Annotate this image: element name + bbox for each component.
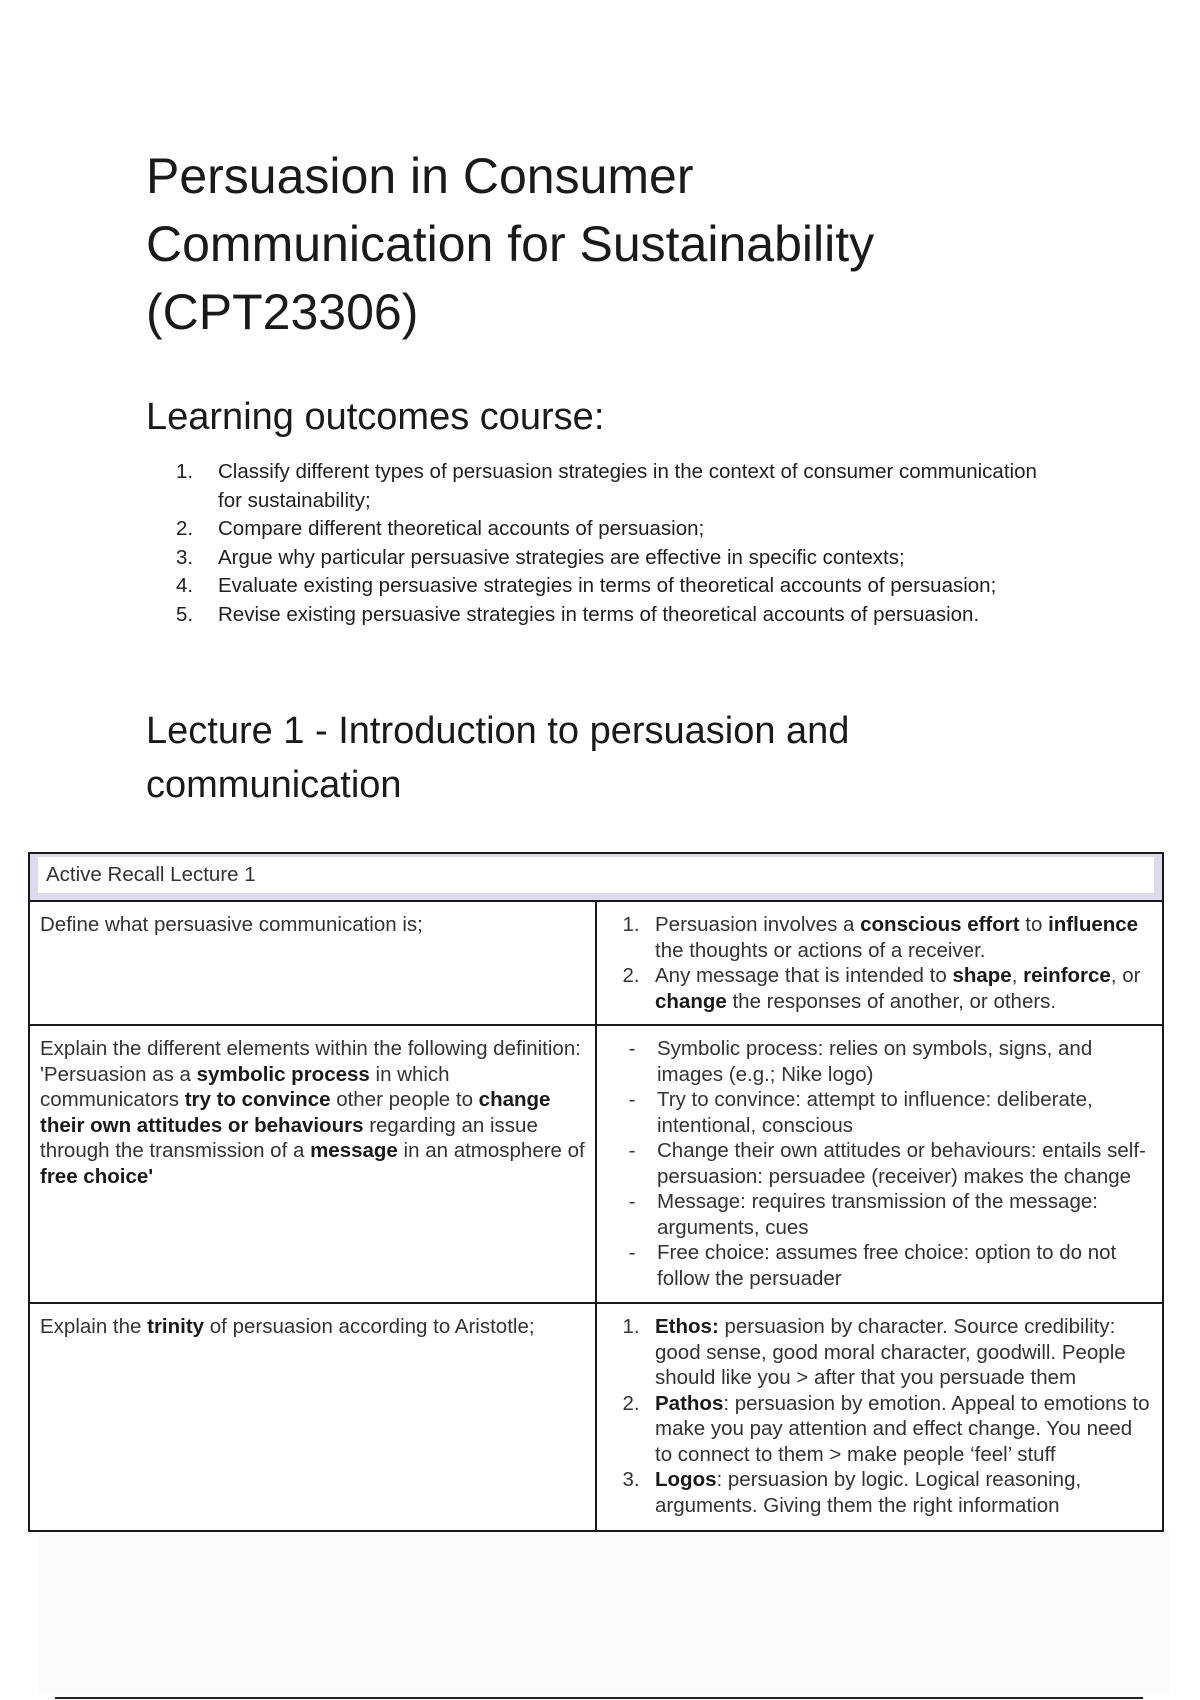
answer-marker: - [628,1088,636,1111]
list-item-text: Argue why particular persuasive strategies are effective in specific contexts; [218,545,905,569]
bold-text: free choice' [40,1164,154,1188]
answer-text [657,1138,1152,1189]
answer-marker: 1. [622,1315,640,1338]
answer-item [607,963,1152,1014]
answer-marker: - [628,1139,636,1162]
text-run: : persuasion by logic. Logical reasoning, arguments. Giving them the right information [655,1468,1082,1517]
bold-text: change [655,989,727,1013]
answer-text [657,1189,1152,1240]
text-run: regarding an issue through the transmission of a [40,1113,538,1162]
bold-text: Pathos [655,1391,724,1415]
answer-item [607,1036,1152,1087]
list-item [176,572,1056,601]
text-run: Persuasion involves a [655,913,861,936]
table-header-row [29,853,1163,901]
text-run: in an atmosphere of [397,1139,585,1162]
lecture-heading: Lecture 1 - Introduction to persuasion and communication [146,710,850,806]
answer-item [607,1087,1152,1138]
answer-item [607,1240,1152,1291]
text-run: Message: requires transmission of the message: arguments, cues [657,1190,1098,1239]
text-run: Any message that is intended to [655,964,953,987]
text-run: Define what persuasive communication is; [40,913,423,936]
list-number: 2. [176,517,194,540]
answer-item [607,912,1152,963]
table-row [29,1025,1163,1303]
bold-text: conscious effort [860,913,1020,936]
answer-item [607,1314,1152,1391]
answer-marker: 3. [622,1468,640,1491]
text-run: in which communicators [40,1062,450,1111]
list-number: 5. [176,602,194,626]
table-header-cell [29,853,1163,901]
bold-text: change their own attitudes or behaviours [40,1088,551,1137]
table-row [29,1303,1163,1531]
blank-page-area [38,1534,1170,1694]
bold-text: message [310,1139,398,1162]
text-run: Change their own attitudes or behaviours: entails self-persuasion: persuadee (receiver) makes the change [657,1139,1146,1188]
list-item [176,544,1056,573]
answer-list [607,1036,1152,1291]
bold-text: symbolic process [196,1062,370,1086]
active-recall-table [28,852,1164,1532]
bold-text: trinity [147,1315,205,1338]
bold-text: try to convince [184,1088,331,1111]
learning-outcomes-heading: Learning outcomes course: [146,396,605,438]
list-number: 1. [176,460,194,483]
question-cell [29,901,596,1025]
text-run: the thoughts or actions of a receiver. [655,938,986,962]
table-header-title: Active Recall Lecture 1 [38,857,1154,893]
list-item [176,601,1056,630]
text-run: other people to [330,1088,479,1111]
bold-text: shape [952,964,1012,987]
answer-item [607,1189,1152,1240]
answer-cell [596,1303,1163,1531]
text-run: Symbolic process: relies on symbols, signs, and images (e.g.; Nike logo) [657,1037,1093,1086]
answer-list [607,912,1152,1014]
bold-text: influence [1048,913,1139,936]
document-title: Persuasion in Consumer Communication for Sustainability (CPT23306) [146,148,875,340]
answer-marker: - [628,1190,636,1213]
answer-cell [596,1025,1163,1303]
list-number: 4. [176,574,194,597]
answer-item [607,1467,1152,1518]
answer-cell [596,901,1163,1025]
page-divider [55,1697,1143,1699]
text-run: , [1011,964,1024,987]
bold-text: Ethos: [655,1315,719,1338]
list-number: 3. [176,545,194,569]
table-row [29,901,1163,1025]
answer-list [607,1314,1152,1518]
text-run: Try to convince: attempt to influence: deliberate, intentional, conscious [657,1088,1093,1137]
answer-text [655,1467,1152,1518]
text-run: Explain the different elements within the following definition: 'Persuasion as a [40,1037,581,1086]
answer-marker: 1. [622,913,640,936]
answer-marker: - [628,1037,636,1060]
answer-item [607,1138,1152,1189]
learning-outcomes-list [176,458,1056,629]
text-run: the responses of another, or others. [726,989,1057,1013]
text-run: to [1019,913,1049,936]
text-run: Free choice: assumes free choice: option to do not follow the persuader [657,1241,1117,1290]
answer-marker: 2. [622,1391,640,1415]
answer-marker: - [628,1241,636,1264]
list-item-text: Revise existing persuasive strategies in terms of theoretical accounts of persuasion. [218,602,980,626]
text-run: persuasion by character. Source credibility: good sense, good moral character, goodwill. People should like you > after that you persuade them [655,1315,1126,1389]
list-item-text: Evaluate existing persuasive strategies in terms of theoretical accounts of persuasion; [218,574,997,597]
answer-text [655,1314,1152,1391]
answer-text [657,1087,1152,1138]
text-run: , or [1110,964,1141,987]
text-run: : persuasion by emotion. Appeal to emotions to make you pay attention and effect change. You need to connect to them > make people ‘feel’ stuff [655,1391,1150,1466]
answer-marker: 2. [622,964,640,987]
bold-text: reinforce [1023,964,1111,987]
answer-text [657,1036,1152,1087]
text-run: of persuasion according to Aristotle; [204,1315,535,1338]
list-item [176,458,1056,515]
answer-text [655,912,1152,963]
question-cell [29,1025,596,1303]
list-item [176,515,1056,544]
list-item-text: Compare different theoretical accounts of persuasion; [218,517,705,540]
text-run: Explain the [40,1315,148,1338]
question-cell [29,1303,596,1531]
answer-item [607,1391,1152,1468]
bold-text: Logos [655,1468,717,1491]
answer-text [655,1391,1152,1468]
answer-text [655,963,1152,1014]
list-item-text: Classify different types of persuasion strategies in the context of consumer communication for sustainability; [218,460,1037,512]
answer-text [657,1240,1152,1291]
